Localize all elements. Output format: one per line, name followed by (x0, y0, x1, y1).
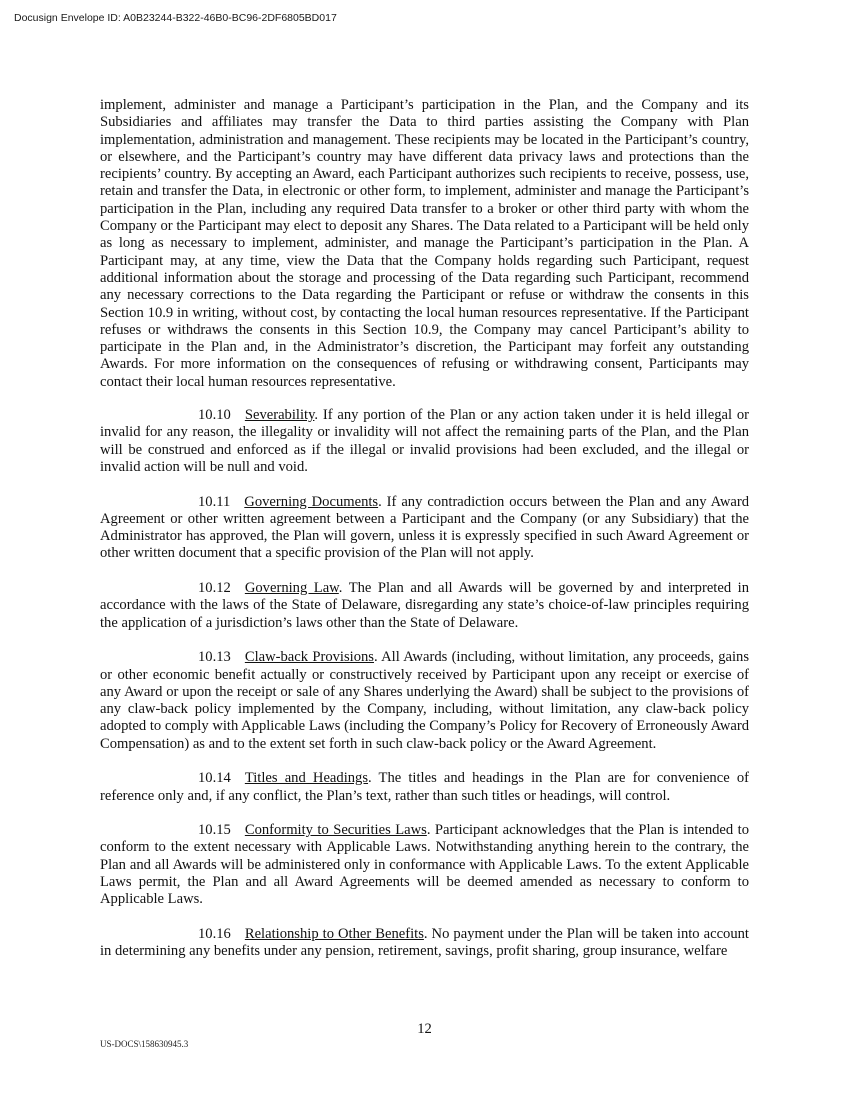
section-heading: Titles and Headings (244, 770, 369, 787)
section-text: . If any contradiction occurs between the Plan and any Award Agreement or other written agreement between a Participant and the Company (or any Subsidiary) that the Administrator has approved, the Plan will govern, unless it is expressly specified in such Award Agreement or other written document that a specific provision of the Plan will not apply. (100, 493, 749, 562)
section-heading: Governing Law (244, 580, 339, 597)
section-10-12 (100, 580, 749, 632)
section-10-14 (100, 770, 749, 805)
section-number: 10.14 (198, 770, 231, 787)
section-heading: Relationship to Other Benefits (244, 925, 424, 942)
section-10-10 (100, 407, 749, 476)
document-id: US-DOCS\158630945.3 (100, 1039, 189, 1049)
section-10-16 (100, 926, 749, 961)
section-number: 10.13 (198, 649, 231, 666)
section-text: . All Awards (including, without limitation, any proceeds, gains or other economic benefit actually or constructively received by Participant upon any receipt or exercise of any Award or upon the receipt or sale of any Shares underlying the Award) shall be subject to the provisions of any claw-back policy implemented by the Company, including, without limitation, any claw-back policy adopted to comply with Applicable Laws (including the Company’s Policy for Recovery of Erroneously Award Compensation) as and to the extent set forth in such claw-back policy or the Award Agreement. (100, 649, 750, 752)
page-number: 12 (417, 1021, 432, 1037)
envelope-id: Docusign Envelope ID: A0B23244-B322-46B0-BC96-2DF6805BD017 (14, 12, 337, 24)
section-text: . The Plan and all Awards will be governed by and interpreted in accordance with the laws of the State of Delaware, disregarding any state’s choice-of-law principles requiring the application of a jurisdiction’s laws other than the State of Delaware. (100, 580, 750, 631)
section-number: 10.12 (198, 580, 231, 597)
section-heading: Severability (244, 407, 315, 424)
section-heading: Governing Documents (244, 493, 379, 510)
section-text: . The titles and headings in the Plan are for convenience of reference only and, if any conflict, the Plan’s text, rather than such titles or headings, will control. (100, 770, 749, 804)
section-number: 10.10 (198, 407, 231, 424)
section-number: 10.16 (198, 925, 231, 942)
section-10-13 (100, 649, 749, 753)
section-text: . If any portion of the Plan or any action taken under it is held illegal or invalid for any reason, the illegality or invalidity will not affect the remaining parts of the Plan, and the Plan will be construed and enforced as if the illegal or invalid provisions had been excluded, and the illegal or invalid action will be null and void. (100, 407, 749, 475)
continuation-paragraph: implement, administer and manage a Participant’s participation in the Plan, and the Company and its Subsidiaries and affiliates may transfer the Data to third parties assisting the Company with Plan implementation, administration and management. These recipients may be located in the Participant’s country, or elsewhere, and the Participant’s country may have different data privacy laws and protections than the recipients’ country. By accepting an Award, each Participant authorizes such recipients to receive, possess, use, retain and transfer the Data, in electronic or other form, to implement, administer and manage the Participant’s participation in the Plan, including any required Data transfer to a broker or other third party with whom the Company or the Participant may elect to deposit any Shares. The Data related to a Participant will be held only as long as necessary to implement, administer, and manage the Participant’s participation in the Plan. A Participant may, at any time, view the Data that the Company holds regarding such Participant, request additional information about the storage and processing of the Data regarding such Participant, recommend any necessary corrections to the Data regarding the Participant or refuse or withdraw the consents in this Section 10.9 in writing, without cost, by contacting the local human resources representative. If the Participant refuses or withdraws the consents in this Section 10.9, the Company may cancel Participant’s ability to participate in the Plan and, in the Administrator’s discretion, the Participant may forfeit any outstanding Awards. For more information on the consequences of refusing or withdrawing consent, Participants may contact their local human resources representative. (100, 97, 749, 390)
document-body (100, 97, 749, 978)
section-heading: Claw-back Provisions (244, 649, 374, 666)
section-text: . No payment under the Plan will be taken into account in determining any benefits under any pension, retirement, savings, profit sharing, group insurance, welfare (100, 925, 749, 960)
section-text: . Participant acknowledges that the Plan is intended to conform to the extent necessary with Applicable Laws. Notwithstanding anything herein to the contrary, the Plan and all Awards will be administered only in conformance with Applicable Laws. To the extent Applicable Laws permit, the Plan and all Award Agreements will be deemed amended as necessary to conform to Applicable Laws. (100, 822, 750, 908)
section-10-11 (100, 494, 749, 563)
section-number: 10.11 (198, 493, 231, 510)
section-heading: Conformity to Securities Laws (244, 822, 427, 839)
section-10-15 (100, 822, 749, 908)
section-number: 10.15 (198, 822, 231, 839)
